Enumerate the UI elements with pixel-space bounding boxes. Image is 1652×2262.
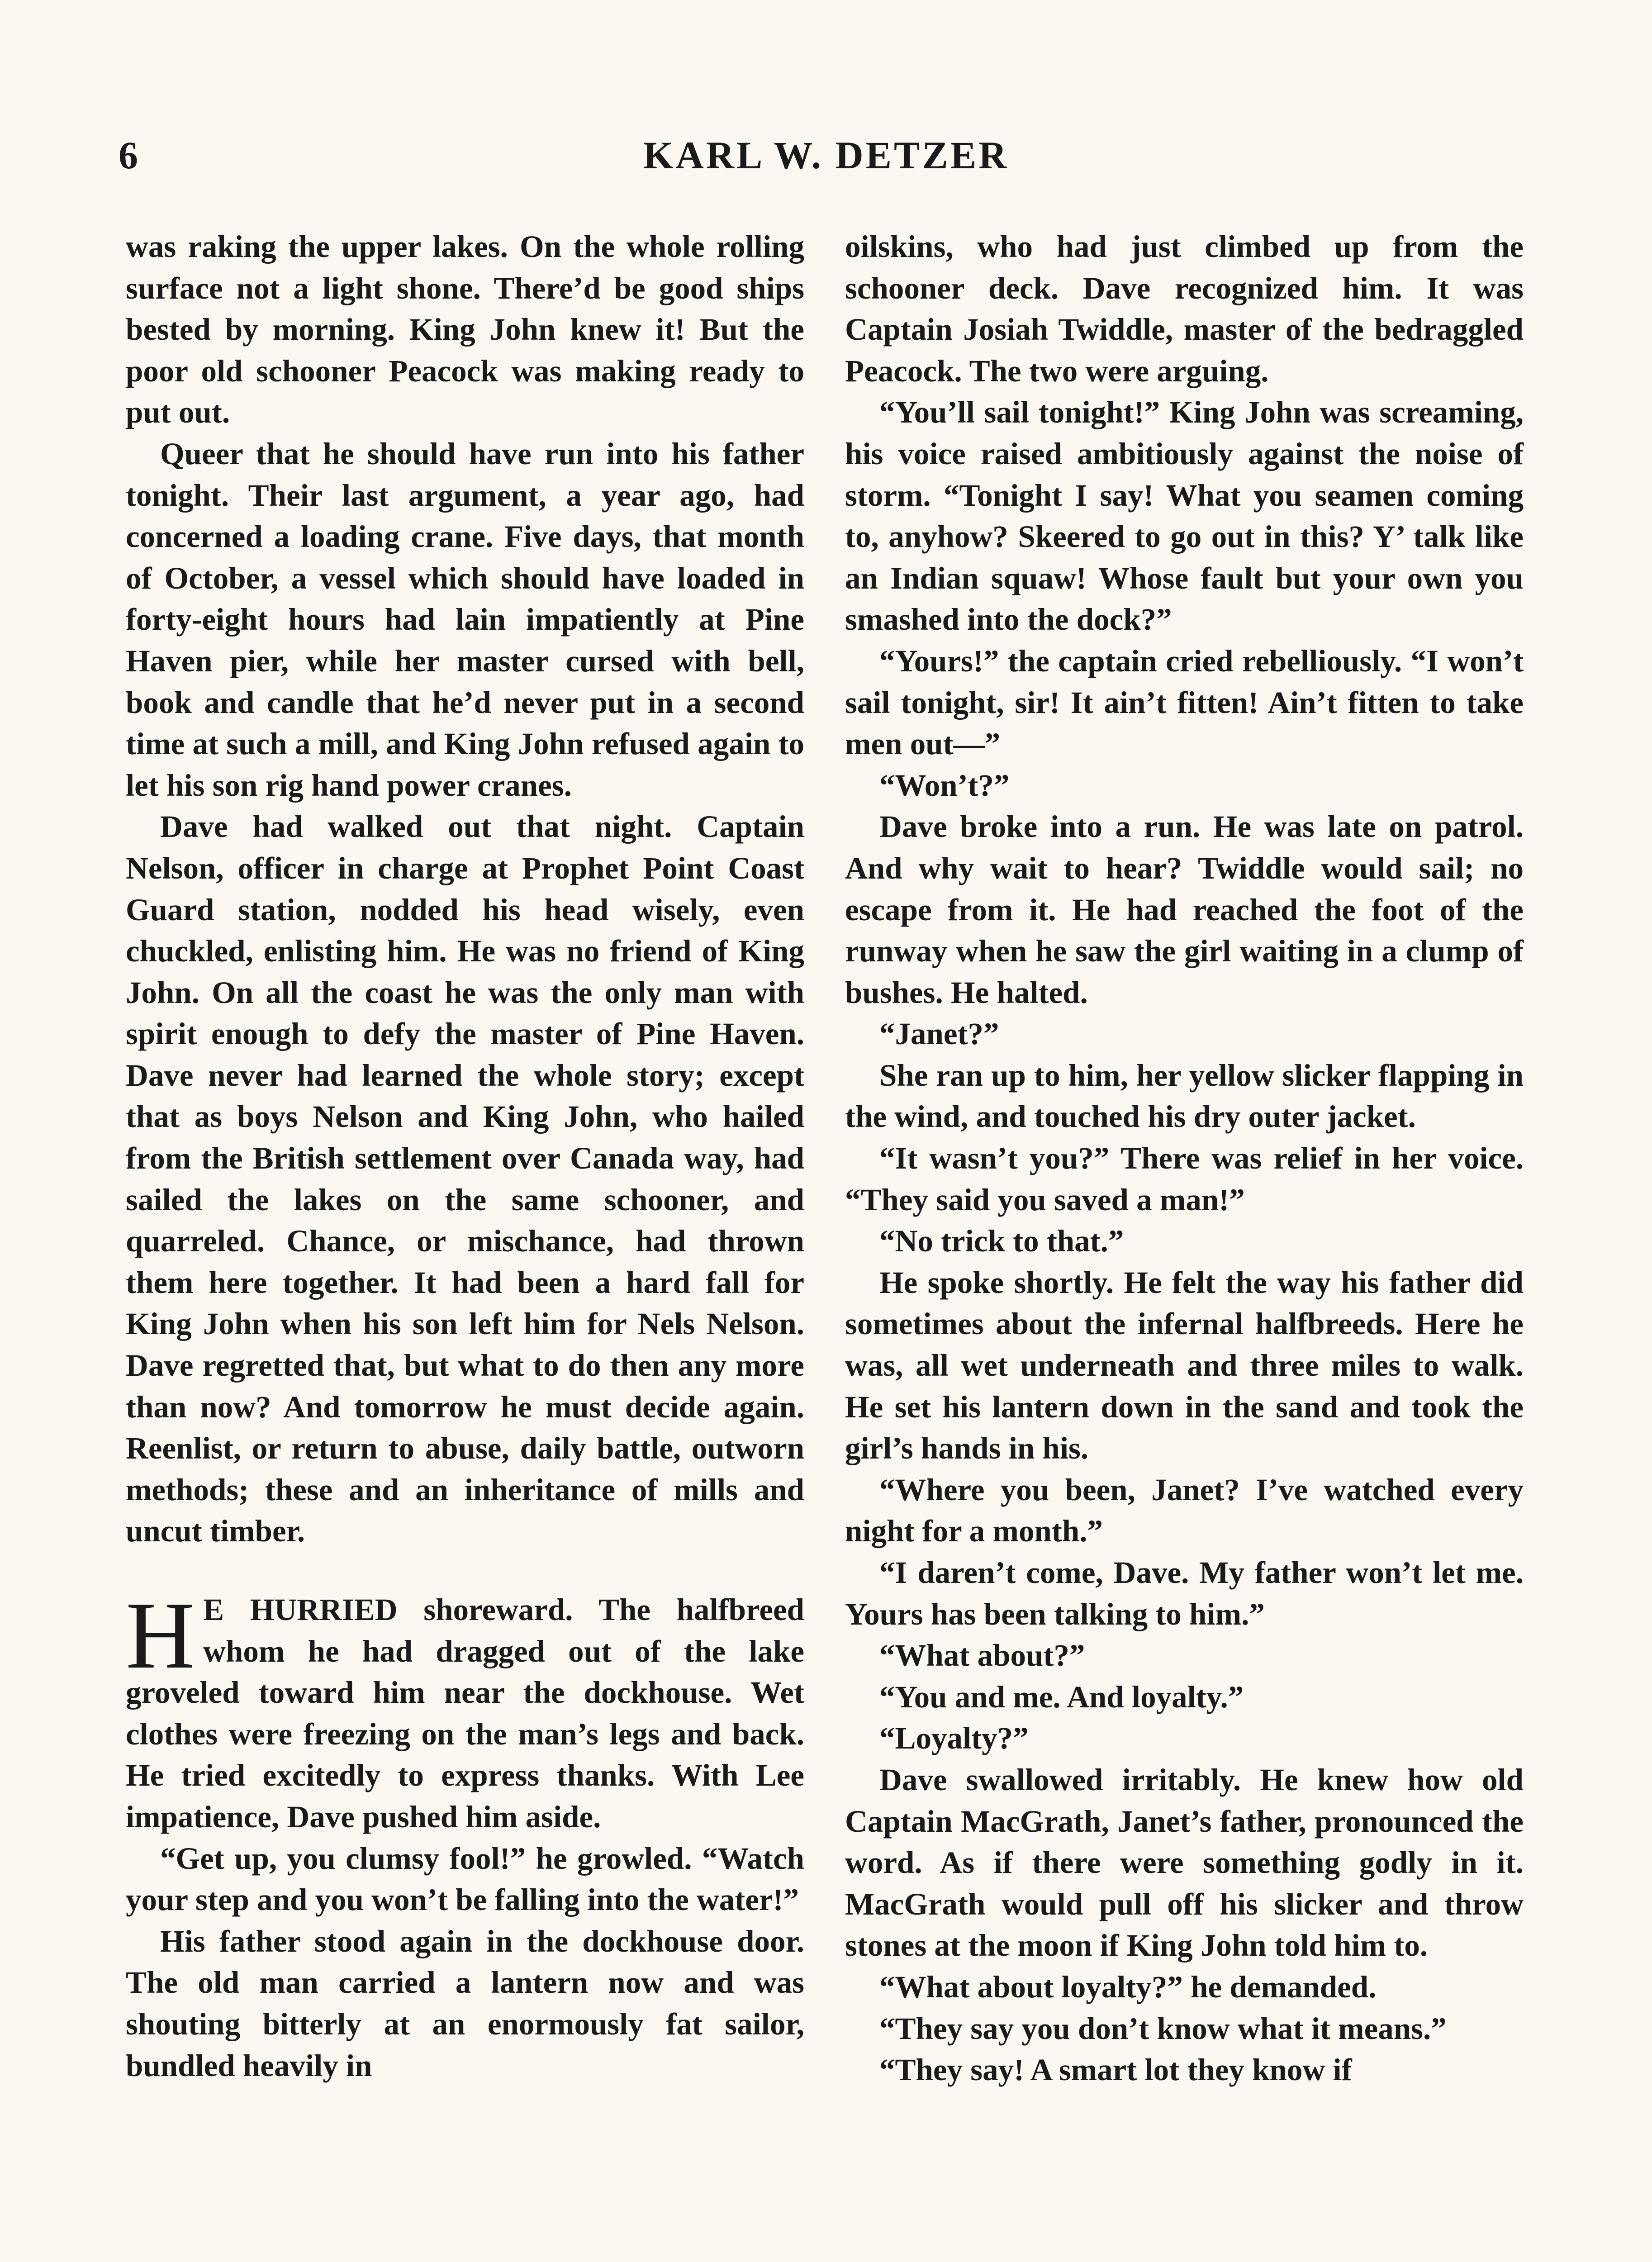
paragraph: “Janet?” <box>879 1017 999 1051</box>
paragraph: “What about loyalty?” he demanded. <box>879 1969 1377 2004</box>
paragraph-text: shoreward. The halfbreed whom he had dragged out of the lake groveled toward him near the dockhouse. Wet clothes were freezing on the man’s legs and back. He tried excitedly to express thanks. With Lee impatience, Dave pushed him aside. <box>126 1592 804 1834</box>
right-column <box>845 226 1524 2091</box>
drop-cap: H <box>126 1582 195 1688</box>
paragraph: “No trick to that.” <box>879 1224 1124 1259</box>
paragraph: “You’ll sail tonight!” King John was screaming, his voice raised ambitiously against the noise of storm. “Tonight I say! What you seamen coming to, anyhow? Skeered to go out in this? Y’ talk like an Indian squaw! Whose fault but your own you smashed into the dock?” <box>845 395 1524 637</box>
paragraph: Dave broke into a run. He was late on patrol. And why wait to hear? Twiddle would sail; no escape from it. He had reached the foot of the runway when he saw the girl waiting in a clump of bushes. He halted. <box>845 809 1524 1010</box>
left-column <box>126 226 804 2086</box>
paragraph: oilskins, who had just climbed up from the schooner deck. Dave recognized him. It was Captain Josiah Twiddle, master of the bedraggled Peacock. The two were arguing. <box>845 229 1524 388</box>
paragraph: Queer that he should have run into his father tonight. Their last argument, a year ago, had concerned a loading crane. Five days, that month of October, a vessel which should have loaded in forty-eight hours had lain impatiently at Pine Haven pier, while her master cursed with bell, book and candle that he’d never put in a second time at such a mill, and King John refused again to let his son rig hand power cranes. <box>126 436 804 803</box>
paragraph: His father stood again in the dockhouse door. The old man carried a lantern now and was shouting bitterly at an enormously fat sailor, bundled heavily in <box>126 1924 804 2083</box>
section-lead-in: E HURRIED <box>203 1592 398 1627</box>
paragraph: “You and me. And loyalty.” <box>879 1679 1244 1714</box>
paragraph: “What about?” <box>879 1638 1085 1673</box>
paragraph: Dave swallowed irritably. He knew how old Captain MacGrath, Janet’s father, pronounced the word. As if there were something godly in it. MacGrath would pull off his slicker and throw stones at the moon if King John told him to. <box>845 1762 1524 1963</box>
paragraph: “I daren’t come, Dave. My father won’t let me. Yours has been talking to him.” <box>845 1555 1524 1631</box>
running-head: KARL W. DETZER <box>643 133 1009 177</box>
paragraph: She ran up to him, her yellow slicker flapping in the wind, and touched his dry outer jacket. <box>845 1058 1524 1134</box>
paragraph: “It wasn’t you?” There was relief in her voice. “They said you saved a man!” <box>845 1141 1524 1217</box>
page-number: 6 <box>119 133 138 177</box>
paragraph: “Yours!” the captain cried rebelliously. “I won’t sail tonight, sir! It ain’t fitten! Ain’t fitten to take men out—” <box>845 643 1524 761</box>
paragraph: “Where you been, Janet? I’ve watched every night for a month.” <box>845 1472 1524 1549</box>
paragraph: “They say! A smart lot they know if <box>879 2053 1352 2087</box>
paragraph: “Won’t?” <box>879 768 1010 803</box>
section-start-paragraph <box>126 1582 804 1838</box>
paragraph: He spoke shortly. He felt the way his father did sometimes about the infernal halfbreeds. Here he was, all wet underneath and three miles to walk. He set his lantern down in the sand and took the girl’s hands in his. <box>845 1265 1524 1466</box>
paragraph: “Loyalty?” <box>879 1721 1029 1756</box>
paragraph: “They say you don’t know what it means.” <box>879 2011 1447 2046</box>
paragraph: “Get up, you clumsy fool!” he growled. “Watch your step and you won’t be falling into the water!” <box>126 1841 804 1917</box>
paragraph: was raking the upper lakes. On the whole rolling surface not a light shone. There’d be good ships bested by morning. King John knew it! But the poor old schooner Peacock was making ready to put out. <box>126 229 804 430</box>
paragraph: Dave had walked out that night. Captain Nelson, officer in charge at Prophet Point Coast Guard station, nodded his head wisely, even chuckled, enlisting him. He was no friend of King John. On all the coast he was the only man with spirit enough to defy the master of Pine Haven. Dave never had learned the whole story; except that as boys Nelson and King John, who hailed from the British settlement over Canada way, had sailed the lakes on the same schooner, and quarreled. Chance, or mischance, had thrown them here together. It had been a hard fall for King John when his son left him for Nels Nelson. Dave regretted that, but what to do then any more than now? And tomorrow he must decide again. Reenlist, or return to abuse, daily battle, outworn methods; these and an inheritance of mills and uncut timber. <box>126 809 804 1549</box>
